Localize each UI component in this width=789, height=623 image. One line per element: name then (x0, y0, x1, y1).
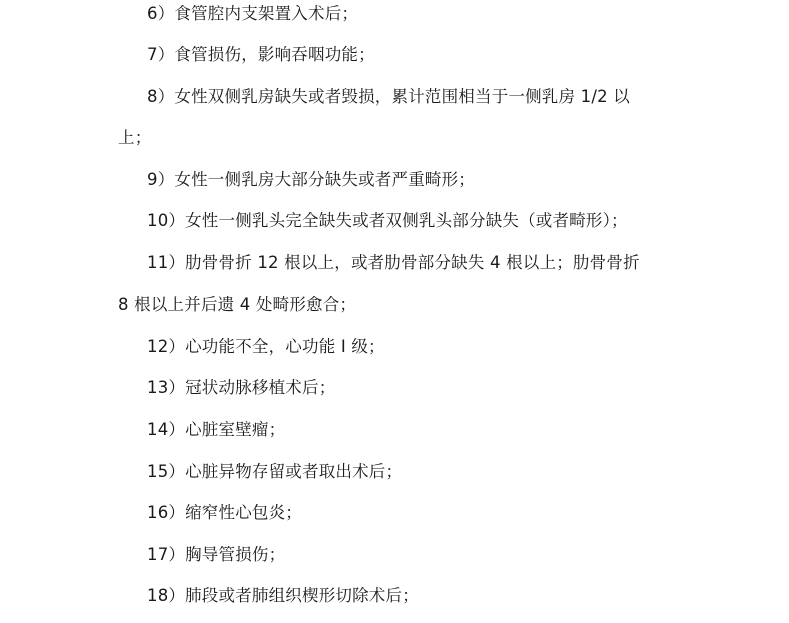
item-6: 6）食管腔内支架置入术后； (147, 4, 359, 23)
item-17: 17）胸导管损伤； (147, 545, 286, 564)
item-8: 8）女性双侧乳房缺失或者毁损，累计范围相当于一侧乳房 1/2 以 (147, 87, 630, 106)
item-11: 11）肋骨骨折 12 根以上，或者肋骨部分缺失 4 根以上；肋骨骨折 (147, 253, 640, 272)
item-13: 13）冠状动脉移植术后； (147, 378, 336, 397)
item-16: 16）缩窄性心包炎； (147, 503, 302, 522)
item-12: 12）心功能不全，心功能 I 级； (147, 337, 385, 356)
item-18: 18）肺段或者肺组织楔形切除术后； (147, 586, 419, 605)
item-14: 14）心脏室壁瘤； (147, 420, 286, 439)
item-11-continuation: 8 根以上并后遗 4 处畸形愈合； (118, 295, 357, 314)
item-15: 15）心脏异物存留或者取出术后； (147, 462, 403, 481)
item-10: 10）女性一侧乳头完全缺失或者双侧乳头部分缺失（或者畸形）； (147, 211, 628, 230)
item-9: 9）女性一侧乳房大部分缺失或者严重畸形； (147, 170, 475, 189)
item-8-continuation: 上； (118, 128, 152, 147)
item-7: 7）食管损伤，影响吞咽功能； (147, 45, 375, 64)
